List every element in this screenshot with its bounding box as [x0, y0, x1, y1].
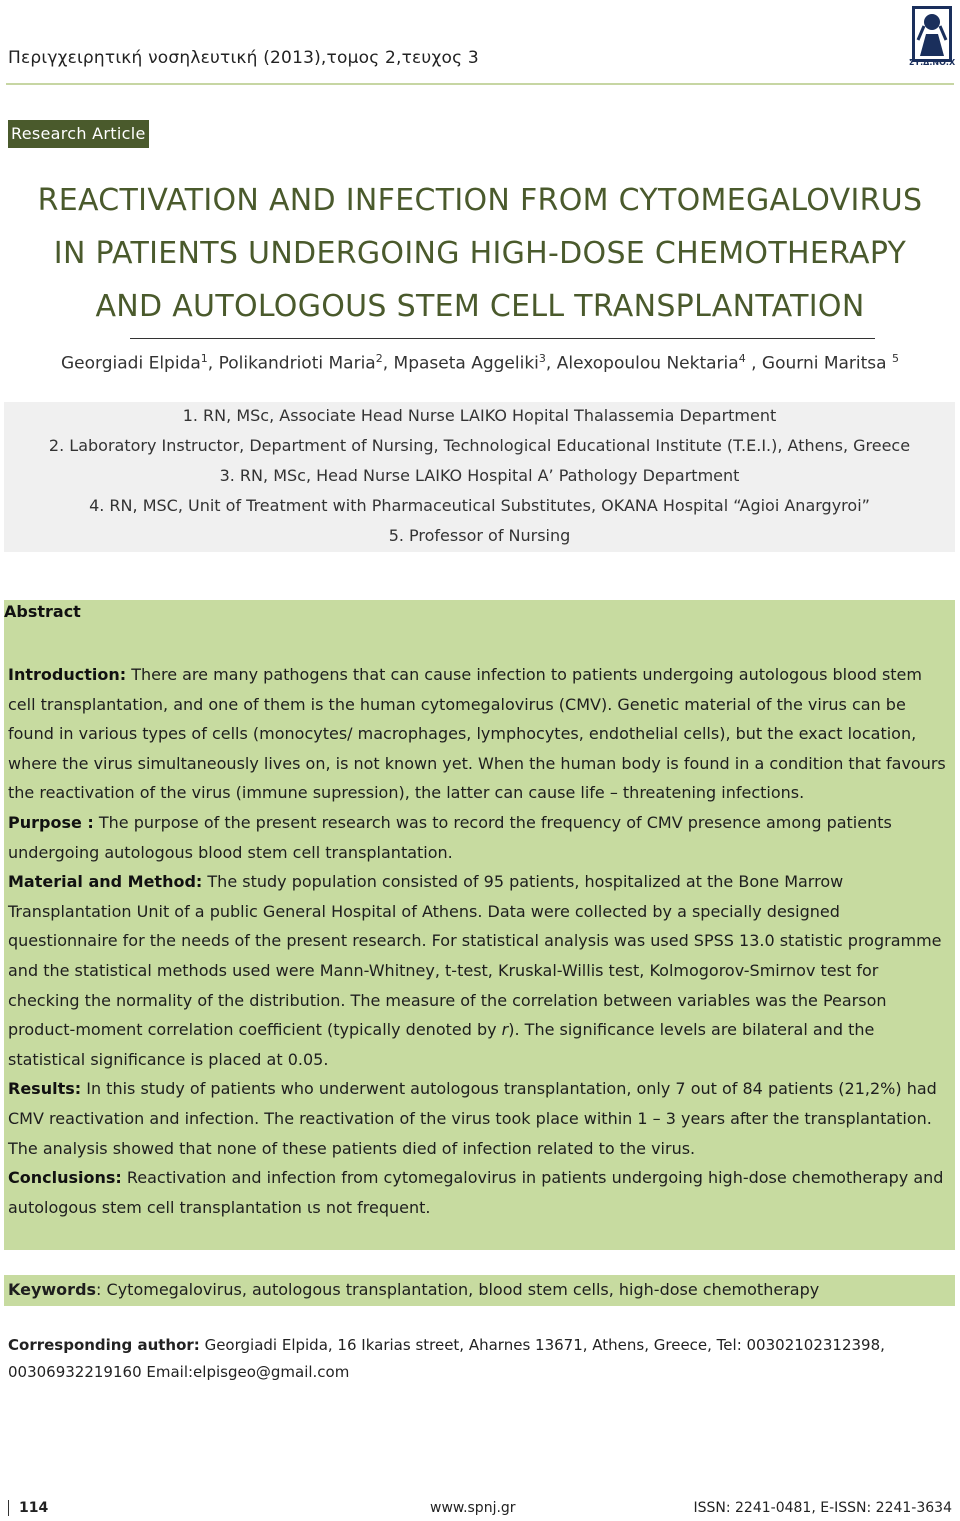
- abstract-introduction: [8, 660, 948, 808]
- abstract-heading: Abstract: [4, 602, 81, 621]
- corresponding-label: Corresponding author:: [8, 1336, 200, 1354]
- author-affil-ref: 2: [375, 352, 383, 365]
- title-line: AND AUTOLOGOUS STEM CELL TRANSPLANTATION: [95, 289, 865, 324]
- introduction-label: Introduction:: [8, 665, 127, 684]
- author-affil-ref: 5: [892, 352, 899, 365]
- corresponding-text: Georgiadi Elpida, 16 Ikarias street, Aharnes 13671, Athens, Greece, Tel: 00302102312398, 00306932219160 Email:elpisgeo@gmail.com: [8, 1336, 885, 1381]
- affiliation-item: 3. RN, MSc, Head Nurse LAIKO Hospital A’ Pathology Department: [219, 466, 740, 485]
- title-line: REACTIVATION AND INFECTION FROM CYTOMEGALOVIRUS: [37, 183, 923, 218]
- abstract-body: [8, 660, 948, 1222]
- author-name: Polikandrioti Maria: [218, 353, 376, 374]
- website-link[interactable]: www.spnj.gr: [430, 1500, 516, 1516]
- affiliation-item: 2. Laboratory Instructor, Department of Nursing, Technological Educational Institute (T.E.I.), Athens, Greece: [48, 436, 911, 455]
- keywords: [8, 1280, 948, 1299]
- method-label: Material and Method:: [8, 872, 203, 892]
- header-divider: [6, 83, 954, 85]
- introduction-text: There are many pathogens that can cause infection to patients undergoing autologous blood stem cell transplantation, and one of them is the human cytomegalovirus (CMV). Genetic material of the virus can be found in various types of cells (monocytes/ macrophages, lymphocytes, endothelial cells), but the exact location, where the virus simultaneously lives on, is not known yet. When the human body is found in a condition that favours the reactivation of the virus (immune supression), the latter can cause life – threatening infections.: [8, 665, 946, 803]
- conclusions-label: Conclusions:: [8, 1168, 122, 1188]
- affiliation-item: 4. RN, MSC, Unit of Treatment with Pharmaceutical Substitutes, OKANA Hospital “Agioi Anargyroi”: [89, 496, 870, 515]
- article-title: [0, 174, 960, 333]
- results-label: Results:: [8, 1079, 82, 1099]
- author-affil-ref: 4: [738, 352, 746, 365]
- affiliations-box: [4, 402, 955, 552]
- page-number: 114: [8, 1500, 48, 1516]
- page-footer: [0, 1500, 960, 1520]
- method-text: ). The significance levels are bilateral and the statistical significance is placed at 0.05.: [8, 1020, 875, 1069]
- journal-header: Περιγχειρητική νοσηλευτική (2013),τομος 2,τευχος 3: [8, 48, 479, 68]
- abstract-conclusions: [8, 1163, 948, 1222]
- abstract-method: [8, 867, 948, 1074]
- purpose-label: Purpose :: [8, 812, 94, 832]
- results-text: In this study of patients who underwent autologous transplantation, only 7 out of 84 patients (21,2%) had CMV reactivation and infection. The reactivation of the virus took place within 1 – 3 years after the transplantation. The analysis showed that none of these patients died of infection related to the virus.: [8, 1079, 937, 1158]
- author-list: Georgiadi Elpida$^1$, Polikandrioti Maria$^2$, Mpaseta Aggeliki$^3$, Alexopoulou Nektaria$^4$ , Gourni Maritsa $^5$: [61, 352, 899, 374]
- author-affil-ref: 1: [200, 352, 208, 365]
- author-name: Mpaseta Aggeliki: [393, 353, 539, 374]
- author-name: Georgiadi Elpida: [61, 353, 201, 374]
- journal-logo-icon: [912, 6, 952, 62]
- logo-text: ΣΥ.Δ.ΝΟ.Χ: [908, 58, 956, 67]
- abstract-results: [8, 1074, 948, 1163]
- section-label: Research Article: [8, 120, 149, 148]
- method-text: The study population consisted of 95 patients, hospitalized at the Bone Marrow Transplantation Unit of a public General Hospital of Athens. Data were collected by a specially designed questionnaire for the needs of the present research. For statistical analysis was used SPSS 13.0 statistic programme and the statistical methods used were Mann-Whitney, t-test, Kruskal-Willis test, Kolmogorov-Smirnov test for checking the normality of the distribution. The measure of the correlation between variables was the Pearson product-moment correlation coefficient (typically denoted by: [8, 872, 942, 1040]
- method-symbol: r: [501, 1020, 509, 1040]
- author-name: Gourni Maritsa: [761, 353, 887, 374]
- affiliation-item: 1. RN, MSc, Associate Head Nurse LAIKO Hopital Thalassemia Department: [182, 406, 777, 425]
- author-affil-ref: 3: [538, 352, 546, 365]
- title-line: IN PATIENTS UNDERGOING HIGH-DOSE CHEMOTHERAPY: [53, 236, 907, 271]
- author-name: Alexopoulou Nektaria: [556, 353, 739, 374]
- title-divider: [130, 338, 875, 339]
- keywords-text: : Cytomegalovirus, autologous transplantation, blood stem cells, high-dose chemotherapy: [96, 1280, 820, 1299]
- abstract-purpose: [8, 808, 948, 867]
- affiliation-item: 5. Professor of Nursing: [388, 526, 571, 545]
- keywords-label: Keywords: [8, 1280, 97, 1299]
- purpose-text: The purpose of the present research was to record the frequency of CMV presence among patients undergoing autologous blood stem cell transplantation.: [8, 812, 892, 862]
- conclusions-text: Reactivation and infection from cytomegalovirus in patients undergoing high-dose chemotherapy and autologous stem cell transplantation ιs not frequent.: [8, 1168, 944, 1217]
- issn: ISSN: 2241-0481, E-ISSN: 2241-3634: [693, 1500, 952, 1516]
- corresponding-author: [8, 1332, 943, 1386]
